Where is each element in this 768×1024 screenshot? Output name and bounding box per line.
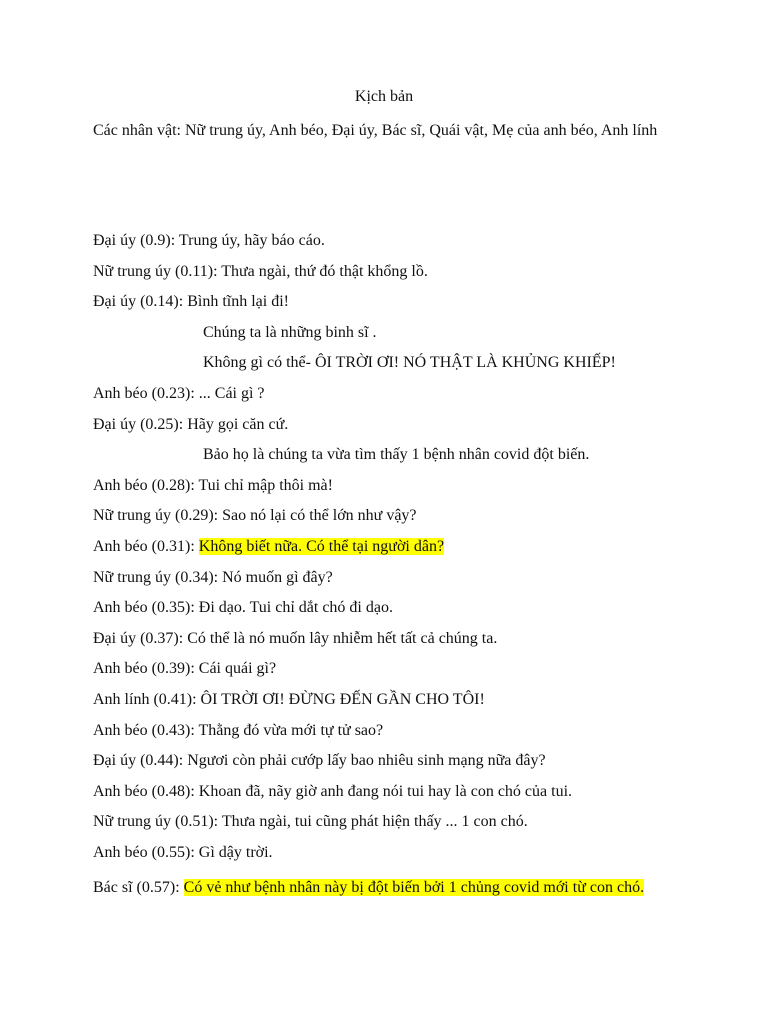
script-line [93,383,693,414]
speaker-label: Nữ trung úy (0.51): [93,813,222,831]
dialogue-text: Gì dậy trời. [198,843,273,861]
script-line [93,505,693,536]
dialogue-text: Thưa ngài, thứ đó thật khổng lồ. [221,262,428,280]
dialogue-text: ... Cái gì ? [198,384,265,402]
speaker-label: Đại úy (0.25): [93,415,188,433]
script-line [93,261,693,292]
dialogue-text: Thưa ngài, tui cũng phát hiện thấy ... 1 con chó. [221,813,528,831]
script-line [93,750,693,781]
character-list: Các nhân vật: Nữ trung úy, Anh béo, Đại úy, Bác sĩ, Quái vật, Mẹ của anh béo, Anh lính [93,122,658,139]
speaker-label: Anh béo (0.39): [93,660,199,678]
dialogue-text: Sao nó lại có thể lớn như vậy? [222,507,417,525]
document-title: Kịch bản [354,88,414,105]
script-line-last [93,877,683,898]
speaker-label: Anh béo (0.31): [93,537,199,555]
speaker-label: Đại úy (0.37): [93,629,188,647]
script-line [93,689,693,720]
script-line [93,414,693,445]
script-line [93,781,693,812]
dialogue-text: Thằng đó vừa mới tự tử sao? [198,721,384,739]
dialogue-text: Ngươi còn phải cướp lấy bao nhiêu sinh mạng nữa đây? [187,752,546,770]
script-line [93,567,693,598]
speaker-label: Anh béo (0.43): [93,721,199,739]
speaker-label: Nữ trung úy (0.29): [93,507,223,525]
dialogue-text: Chúng ta là những binh sĩ . [203,323,377,341]
dialogue-text: Cái quái gì? [198,660,277,678]
speaker-label: Nữ trung úy (0.11): [93,262,222,280]
dialogue-text: Đi dạo. Tui chỉ dắt chó đi dạo. [198,599,393,617]
script-line [93,536,693,567]
speaker-label: Đại úy (0.44): [93,752,188,770]
speaker-label: Đại úy (0.9): [93,232,179,249]
dialogue-text: Trung úy, hãy báo cáo. [178,232,325,249]
script-line [93,230,693,261]
speaker-label: Anh lính (0.41): [93,690,201,708]
speaker-label: Anh béo (0.48): [93,782,199,800]
dialogue-text: Có thể là nó muốn lây nhiễm hết tất cả chúng ta. [187,629,498,647]
script-line [93,628,693,659]
highlighted-dialogue-text: Không biết nữa. Có thể tại người dân? [198,537,445,555]
speaker-label: Anh béo (0.23): [93,384,199,402]
script-line [93,811,693,842]
dialogue-text: Khoan đã, nãy giờ anh đang nói tui hay là con chó của tui. [198,782,573,800]
dialogue-text: Không gì có thể- ÔI TRỜI ƠI! NÓ THẬT LÀ KHỦNG KHIẾP! [203,354,616,372]
speaker-label: Anh béo (0.55): [93,843,199,861]
script-line [93,658,693,689]
speaker-label: Đại úy (0.14): [93,293,188,311]
script-line [93,597,693,628]
speaker-label: Anh béo (0.28): [93,476,199,494]
dialogue-text: Hãy gọi căn cứ. [187,415,289,433]
dialogue-text: Tui chỉ mập thôi mà! [198,476,333,494]
dialogue-text: ÔI TRỜI ƠI! ĐỪNG ĐẾN GẦN CHO TÔI! [200,690,485,708]
dialogue-text: Bảo họ là chúng ta vừa tìm thấy 1 bệnh nhân covid đột biến. [203,446,590,464]
script-line [93,291,693,322]
dialogue-text: Nó muốn gì đây? [222,568,333,586]
script-line-continuation [93,444,693,475]
speaker-label: Bác sĩ (0.57): [93,879,184,896]
script-line [93,720,693,751]
dialogue-text: Bình tĩnh lại đi! [187,293,289,311]
script-line-continuation [93,352,693,383]
script-line [93,475,693,506]
speaker-label: Anh béo (0.35): [93,599,199,617]
speaker-label: Nữ trung úy (0.34): [93,568,223,586]
script-line-continuation [93,322,693,353]
script-lines [93,230,693,872]
highlighted-dialogue-text: Có vẻ như bệnh nhân này bị đột biến bởi 1 chủng covid mới từ con chó. [183,879,645,896]
script-line [93,842,693,873]
